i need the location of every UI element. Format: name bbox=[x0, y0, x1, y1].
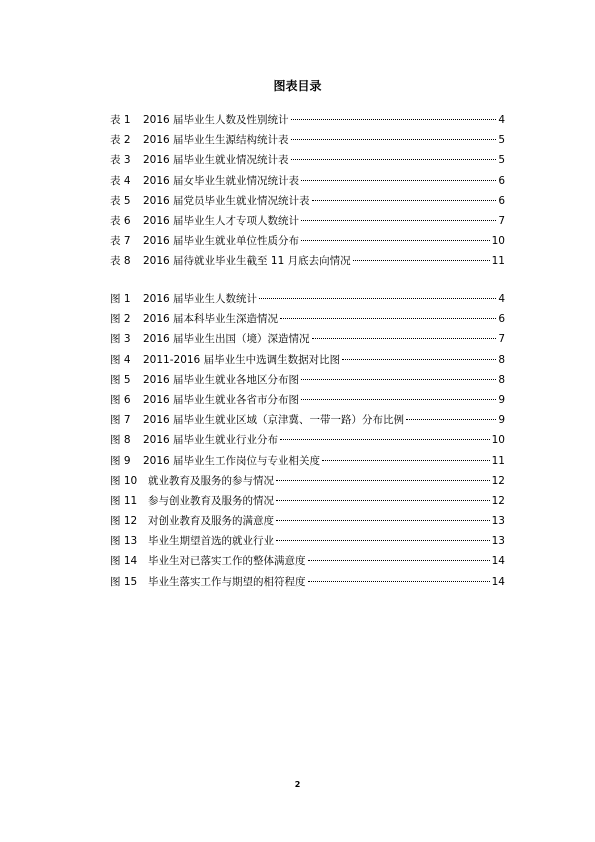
table-entry-label: 表 1 bbox=[110, 114, 131, 126]
figure-entry-page: 13 bbox=[491, 535, 505, 548]
figure-entry-label: 图 13 bbox=[110, 535, 138, 548]
dot-leader bbox=[322, 460, 490, 461]
figure-entry-page: 11 bbox=[491, 454, 505, 467]
table-of-figures bbox=[110, 291, 505, 594]
figure-entry-title: 毕业生对已落实工作的整体满意度 bbox=[148, 555, 306, 568]
page-title: 图表目录 bbox=[273, 79, 322, 93]
table-entry-label: 表 6 bbox=[110, 214, 131, 227]
dot-leader bbox=[301, 240, 490, 241]
table-entry-page: 11 bbox=[491, 255, 505, 268]
figure-entry[interactable] bbox=[110, 331, 505, 351]
dot-leader bbox=[291, 119, 497, 120]
dot-leader bbox=[291, 139, 497, 140]
figure-entry-page: 9 bbox=[498, 393, 505, 406]
dot-leader bbox=[308, 581, 490, 582]
dot-leader bbox=[276, 480, 490, 481]
dot-leader bbox=[301, 379, 496, 380]
dot-leader bbox=[312, 338, 497, 339]
dot-leader bbox=[301, 220, 496, 221]
dot-leader bbox=[406, 419, 496, 420]
figure-entry[interactable] bbox=[110, 352, 505, 372]
dot-leader bbox=[291, 159, 497, 160]
dot-leader bbox=[280, 439, 490, 440]
dot-leader bbox=[308, 560, 490, 561]
figure-entry-title: 2016 届毕业生就业行业分布 bbox=[143, 434, 279, 447]
figure-entry-label: 图 14 bbox=[110, 555, 138, 568]
figure-entry[interactable] bbox=[110, 291, 505, 311]
figure-entry-page: 14 bbox=[491, 555, 505, 568]
dot-leader bbox=[276, 500, 490, 501]
figure-entry-title: 2016 届毕业生出国（境）深造情况 bbox=[143, 333, 310, 346]
figure-entry[interactable] bbox=[110, 513, 505, 533]
figure-entry[interactable] bbox=[110, 412, 505, 432]
table-entry-label: 表 2 bbox=[110, 134, 131, 147]
dot-leader bbox=[259, 298, 496, 299]
figure-entry-title: 对创业教育及服务的满意度 bbox=[148, 515, 274, 528]
table-entry-title: 2016 届毕业生生源结构统计表 bbox=[143, 134, 289, 147]
dot-leader bbox=[301, 180, 496, 181]
table-entry-title: 2016 届毕业生人才专项人数统计 bbox=[143, 214, 300, 227]
figure-entry-title: 2016 届毕业生工作岗位与专业相关度 bbox=[143, 454, 321, 467]
table-entry-title: 2016 届待就业毕业生截至 11 月底去向情况 bbox=[143, 255, 351, 268]
figure-entry-label: 图 5 bbox=[110, 373, 131, 386]
table-entry[interactable] bbox=[110, 233, 505, 253]
figure-entry[interactable] bbox=[110, 311, 505, 331]
figure-entry-title: 毕业生期望首选的就业行业 bbox=[148, 535, 274, 548]
figure-entry-page: 12 bbox=[491, 494, 505, 507]
dot-leader bbox=[280, 318, 496, 319]
figure-entry-page: 7 bbox=[498, 333, 505, 346]
table-entry-page: 5 bbox=[498, 154, 505, 167]
figure-entry-page: 9 bbox=[498, 414, 505, 427]
figure-entry[interactable] bbox=[110, 574, 505, 594]
figure-entry-label: 图 12 bbox=[110, 515, 138, 528]
figure-entry-label: 图 11 bbox=[110, 494, 138, 507]
figure-entry-label: 图 2 bbox=[110, 313, 131, 326]
table-entry[interactable] bbox=[110, 152, 505, 172]
table-entry[interactable] bbox=[110, 132, 505, 152]
figure-entry-label: 图 1 bbox=[110, 293, 131, 305]
figure-entry-page: 4 bbox=[498, 293, 505, 305]
figure-entry[interactable] bbox=[110, 553, 505, 573]
figure-entry[interactable] bbox=[110, 372, 505, 392]
table-entry-page: 10 bbox=[491, 235, 505, 248]
table-entry-page: 6 bbox=[498, 194, 505, 207]
table-entry-label: 表 8 bbox=[110, 255, 131, 268]
dot-leader bbox=[276, 520, 490, 521]
figure-entry-page: 6 bbox=[498, 313, 505, 326]
figure-entry-title: 2016 届毕业生就业各地区分布图 bbox=[143, 373, 300, 386]
table-entry-label: 表 7 bbox=[110, 235, 131, 248]
figure-entry-label: 图 8 bbox=[110, 434, 131, 447]
table-entry-title: 2016 届毕业生人数及性别统计 bbox=[143, 114, 289, 126]
table-entry[interactable] bbox=[110, 213, 505, 233]
table-entry[interactable] bbox=[110, 173, 505, 193]
dot-leader bbox=[301, 399, 496, 400]
table-entry-label: 表 4 bbox=[110, 174, 131, 187]
figure-entry-page: 13 bbox=[491, 515, 505, 528]
table-entry-title: 2016 届毕业生就业单位性质分布 bbox=[143, 235, 300, 248]
dot-leader bbox=[342, 359, 496, 360]
figure-entry-label: 图 6 bbox=[110, 393, 131, 406]
table-entry-page: 4 bbox=[498, 114, 505, 126]
dot-leader bbox=[312, 200, 497, 201]
table-entry-title: 2016 届毕业生就业情况统计表 bbox=[143, 154, 289, 167]
figure-entry-label: 图 4 bbox=[110, 353, 131, 366]
table-entry-page: 7 bbox=[498, 214, 505, 227]
figure-entry-label: 图 7 bbox=[110, 414, 131, 427]
table-entry[interactable] bbox=[110, 112, 505, 132]
figure-entry-title: 2011-2016 届毕业生中选调生数据对比图 bbox=[143, 353, 341, 366]
table-entry-page: 6 bbox=[498, 174, 505, 187]
page-number: 2 bbox=[294, 780, 301, 789]
table-entry-label: 表 3 bbox=[110, 154, 131, 167]
figure-entry-title: 2016 届本科毕业生深造情况 bbox=[143, 313, 279, 326]
table-of-tables bbox=[110, 112, 505, 274]
dot-leader bbox=[353, 260, 490, 261]
figure-entry-title: 2016 届毕业生就业区域（京津冀、一带一路）分布比例 bbox=[143, 414, 405, 427]
table-entry-title: 2016 届女毕业生就业情况统计表 bbox=[143, 174, 300, 187]
figure-entry[interactable] bbox=[110, 473, 505, 493]
table-entry[interactable] bbox=[110, 253, 505, 273]
figure-entry-page: 8 bbox=[498, 353, 505, 366]
figure-entry-page: 12 bbox=[491, 474, 505, 487]
table-entry-label: 表 5 bbox=[110, 194, 131, 207]
figure-entry[interactable] bbox=[110, 432, 505, 452]
table-entry-page: 5 bbox=[498, 134, 505, 147]
figure-entry-label: 图 9 bbox=[110, 454, 131, 467]
figure-entry-label: 图 3 bbox=[110, 333, 131, 346]
figure-entry-title: 就业教育及服务的参与情况 bbox=[148, 474, 274, 487]
figure-entry[interactable] bbox=[110, 392, 505, 412]
figure-entry[interactable] bbox=[110, 453, 505, 473]
table-entry-title: 2016 届党员毕业生就业情况统计表 bbox=[143, 194, 310, 207]
figure-entry-title: 2016 届毕业生人数统计 bbox=[143, 293, 258, 305]
figure-entry[interactable] bbox=[110, 533, 505, 553]
figure-entry-title: 2016 届毕业生就业各省市分布图 bbox=[143, 393, 300, 406]
figure-entry-page: 10 bbox=[491, 434, 505, 447]
figure-entry-title: 参与创业教育及服务的情况 bbox=[148, 494, 274, 507]
figure-entry[interactable] bbox=[110, 493, 505, 513]
figure-entry-label: 图 10 bbox=[110, 474, 138, 487]
dot-leader bbox=[276, 540, 490, 541]
figure-entry-label: 图 15 bbox=[110, 575, 138, 588]
table-entry[interactable] bbox=[110, 193, 505, 213]
figure-entry-title: 毕业生落实工作与期望的相符程度 bbox=[148, 575, 306, 588]
figure-entry-page: 8 bbox=[498, 373, 505, 386]
figure-entry-page: 14 bbox=[491, 575, 505, 588]
